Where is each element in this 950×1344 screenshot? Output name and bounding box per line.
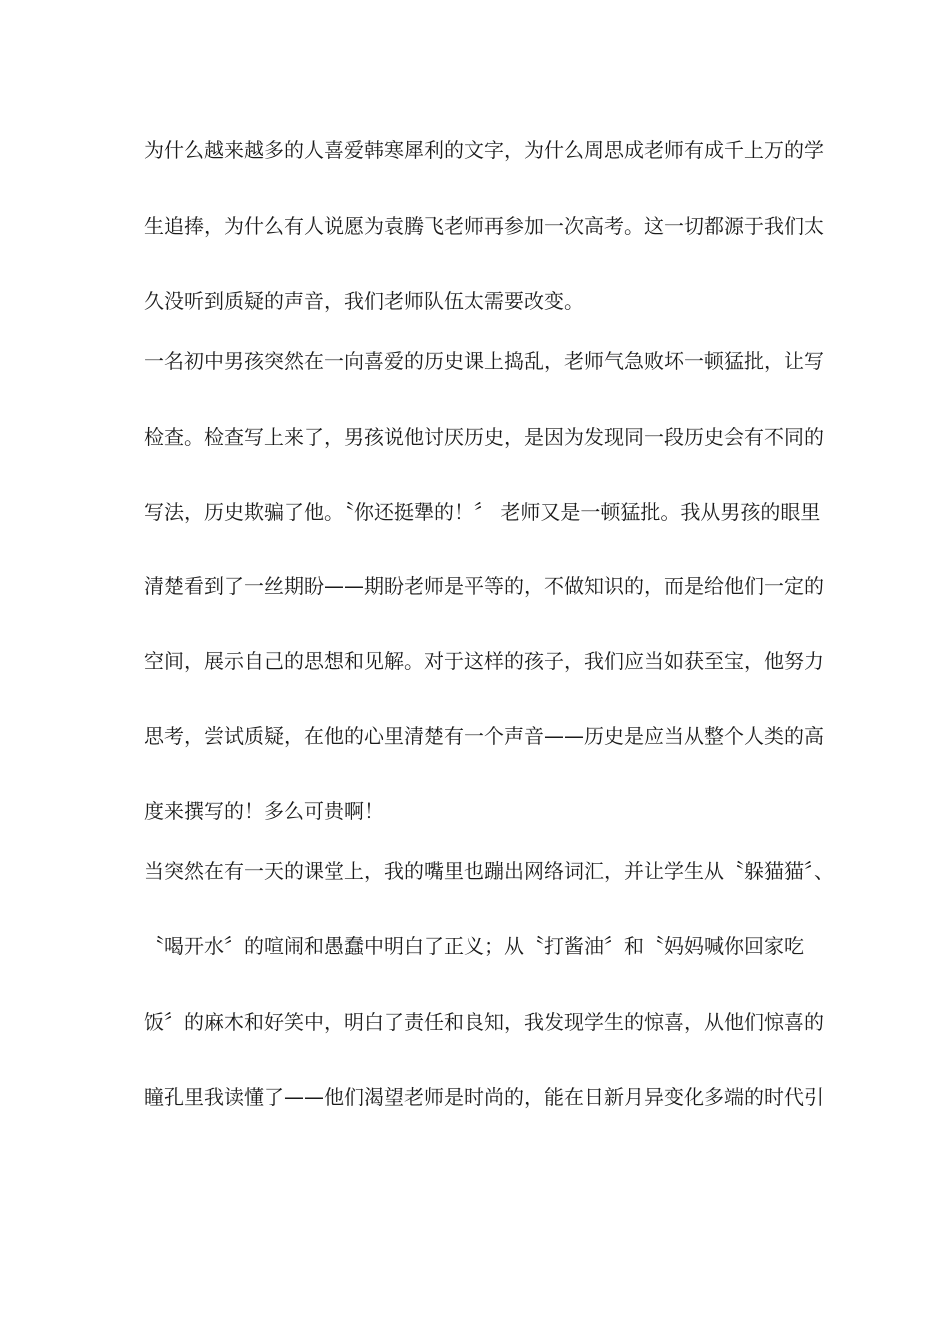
text-line: 一名初中男孩突然在一向喜爱的历史课上捣乱，老师气急败坏一顿猛批，让写 [144, 349, 824, 373]
text-line: 思考，尝试质疑，在他的心里清楚有一个声音——历史是应当从整个人类的高 [144, 724, 824, 748]
text-line: 瞳孔里我读懂了——他们渴望老师是时尚的，能在日新月异变化多端的时代引 [144, 1085, 824, 1109]
text-line: 当突然在有一天的课堂上，我的嘴里也蹦出网络词汇，并让学生从〝躲猫猫〞、 [144, 859, 834, 883]
text-line: 〝喝开水〞的喧闹和愚蠢中明白了正义；从〝打酱油〞和〝妈妈喊你回家吃 [144, 934, 804, 958]
text-line: 度来撰写的！多么可贵啊！ [144, 799, 384, 823]
text-line: 久没听到质疑的声音，我们老师队伍太需要改变。 [144, 289, 584, 313]
text-line: 生追捧，为什么有人说愿为袁腾飞老师再参加一次高考。这一切都源于我们太 [144, 214, 824, 238]
text-line: 检查。检查写上来了，男孩说他讨厌历史，是因为发现同一段历史会有不同的 [144, 425, 824, 449]
text-line: 清楚看到了一丝期盼——期盼老师是平等的，不做知识的，而是给他们一定的 [144, 574, 824, 598]
text-line: 为什么越来越多的人喜爱韩寒犀利的文字，为什么周思成老师有成千上万的学 [144, 138, 824, 162]
text-line: 写法，历史欺骗了他。〝你还挺犟的！〞 老师又是一顿猛批。我从男孩的眼里 [144, 500, 821, 524]
text-line: 饭〞的麻木和好笑中，明白了责任和良知，我发现学生的惊喜，从他们惊喜的 [144, 1010, 824, 1034]
text-line: 空间，展示自己的思想和见解。对于这样的孩子，我们应当如获至宝，他努力 [144, 649, 824, 673]
